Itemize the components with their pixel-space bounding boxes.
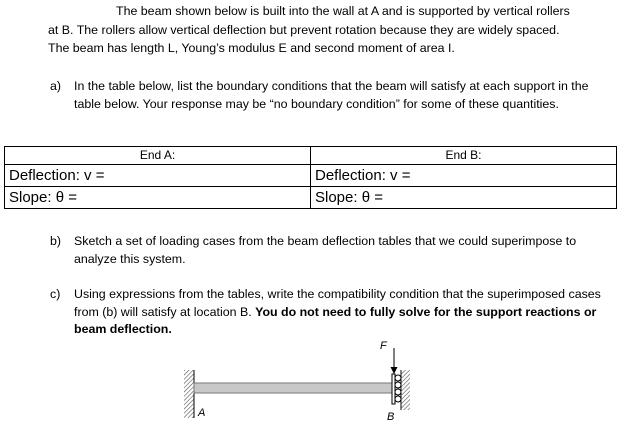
problem-intro <box>48 2 614 58</box>
table-header-row <box>5 147 617 165</box>
label-b: B <box>387 411 395 422</box>
roller-support <box>395 375 401 402</box>
beam <box>194 383 392 393</box>
beam-diagram <box>176 336 436 422</box>
slope-b-cell[interactable]: Slope: θ = <box>311 187 617 209</box>
slope-a-cell[interactable]: Slope: θ = <box>5 187 311 209</box>
intro-line-1: The beam shown below is built into the wall at A and is supported by vertical rollers <box>116 4 570 18</box>
deflection-b-cell[interactable]: Deflection: v = <box>311 165 617 187</box>
boundary-conditions-table <box>4 146 617 209</box>
question-b-text: Sketch a set of loading cases from the beam deflection tables that we could superimpose to analyze this system. <box>74 234 577 266</box>
deflection-row <box>5 165 617 187</box>
end-b-header: End B: <box>311 147 617 165</box>
question-c-bold: You do not need to fully solve for the support reactions or beam deflection. <box>74 304 597 336</box>
label-f: F <box>380 340 387 352</box>
question-c-plain: Using expressions from the tables, write the compatibility condition that the superimposed cases from (b) will satisfy at location B. <box>74 287 601 319</box>
question-a-label: a) <box>50 79 62 93</box>
question-a-text: In the table below, list the boundary conditions that the beam will satisfy at each support in the table below. Your response may be “no boundary condition” for some of these quantities. <box>74 79 589 111</box>
left-wall-hatch <box>184 370 194 418</box>
question-c-label: c) <box>50 287 61 301</box>
question-a <box>50 78 616 113</box>
question-c-text <box>74 286 616 339</box>
intro-line-2: at B. The rollers allow vertical deflection but prevent rotation because they are widely spaced. <box>48 22 560 37</box>
force-arrow-head <box>391 367 398 374</box>
deflection-a-cell[interactable]: Deflection: v = <box>5 165 311 187</box>
right-wall-hatch <box>401 370 410 410</box>
label-a: A <box>198 407 206 419</box>
question-c <box>50 286 616 339</box>
question-b-label: b) <box>50 234 62 248</box>
slope-row <box>5 187 617 209</box>
question-b <box>50 233 616 268</box>
intro-line-3: The beam has length L, Young’s modulus E and second moment of area I. <box>48 41 455 55</box>
end-a-header: End A: <box>5 147 311 165</box>
